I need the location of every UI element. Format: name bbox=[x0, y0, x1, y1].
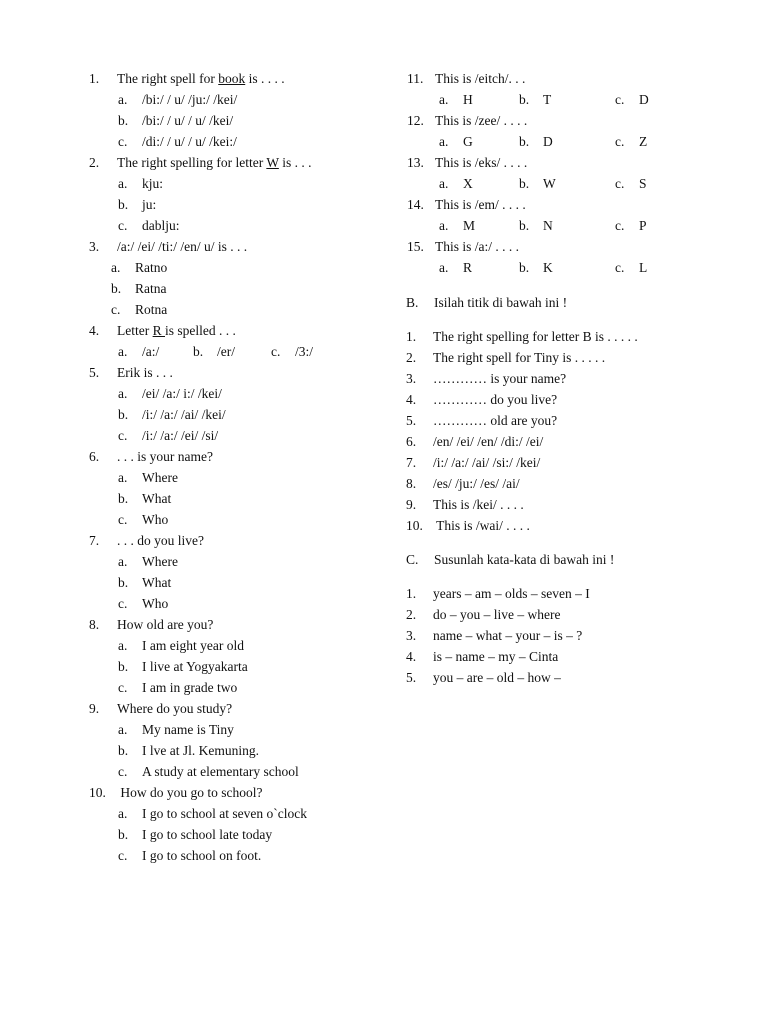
question-line bbox=[406, 236, 746, 257]
answer-option bbox=[89, 425, 389, 446]
list-item bbox=[406, 326, 746, 347]
answer-option bbox=[615, 89, 649, 110]
option-letter: a. bbox=[439, 134, 449, 149]
section-heading bbox=[406, 549, 746, 570]
answer-option bbox=[89, 89, 389, 110]
option-text: ju: bbox=[142, 197, 157, 212]
option-letter: b. bbox=[118, 575, 129, 590]
answer-option bbox=[519, 89, 615, 110]
option-text: What bbox=[142, 575, 172, 590]
option-text: X bbox=[463, 176, 473, 191]
section-title: Isilah titik di bawah ini ! bbox=[434, 295, 568, 310]
question-line bbox=[89, 782, 389, 803]
option-letter: b. bbox=[118, 197, 129, 212]
question-number: 4. bbox=[89, 323, 100, 338]
option-letter: b. bbox=[519, 218, 530, 233]
question-line bbox=[406, 194, 746, 215]
option-text: I go to school at seven o`clock bbox=[142, 806, 307, 821]
question-number: 12. bbox=[407, 113, 424, 128]
list-item bbox=[406, 494, 746, 515]
question-line bbox=[406, 110, 746, 131]
option-text: /i:/ /a:/ /ai/ /kei/ bbox=[142, 407, 226, 422]
answer-option bbox=[89, 761, 389, 782]
question-number: 11. bbox=[407, 71, 424, 86]
item-text: years – am – olds – seven – I bbox=[433, 586, 590, 601]
option-text: S bbox=[639, 176, 647, 191]
option-letter: c. bbox=[118, 848, 128, 863]
answer-option bbox=[89, 299, 389, 320]
question-text: This is /a:/ . . . . bbox=[435, 239, 519, 254]
question-number: 5. bbox=[89, 365, 100, 380]
option-text: D bbox=[639, 92, 649, 107]
answer-option bbox=[89, 131, 389, 152]
item-number: 6. bbox=[406, 434, 417, 449]
answer-option bbox=[89, 635, 389, 656]
option-letter: a. bbox=[118, 92, 128, 107]
answer-options-inline bbox=[89, 341, 389, 362]
question-number: 9. bbox=[89, 701, 100, 716]
option-text: Ratno bbox=[135, 260, 168, 275]
item-text: name – what – your – is – ? bbox=[433, 628, 583, 643]
option-text: I go to school late today bbox=[142, 827, 273, 842]
option-letter: a. bbox=[118, 806, 128, 821]
answer-option bbox=[89, 677, 389, 698]
question-line bbox=[89, 698, 389, 719]
question-line bbox=[89, 362, 389, 383]
question-number: 6. bbox=[89, 449, 100, 464]
answer-option bbox=[89, 551, 389, 572]
option-letter: a. bbox=[118, 638, 128, 653]
answer-option bbox=[89, 173, 389, 194]
item-number: 3. bbox=[406, 371, 417, 386]
answer-option bbox=[519, 131, 615, 152]
option-letter: c. bbox=[118, 680, 128, 695]
option-letter: a. bbox=[118, 470, 128, 485]
list-item bbox=[406, 410, 746, 431]
item-text: The right spelling for letter B is . . . . . bbox=[433, 329, 638, 344]
option-letter: c. bbox=[118, 512, 128, 527]
option-text: /di:/ / u/ / u/ /kei:/ bbox=[142, 134, 237, 149]
answer-option bbox=[89, 845, 389, 866]
list-item bbox=[406, 604, 746, 625]
option-letter: a. bbox=[111, 260, 121, 275]
item-text: do – you – live – where bbox=[433, 607, 561, 622]
item-text: This is /kei/ . . . . bbox=[433, 497, 524, 512]
option-text: Where bbox=[142, 554, 178, 569]
option-text: P bbox=[639, 218, 647, 233]
section-letter: C. bbox=[406, 552, 419, 567]
question-number: 13. bbox=[407, 155, 424, 170]
option-text: M bbox=[463, 218, 476, 233]
answer-option bbox=[89, 110, 389, 131]
option-letter: c. bbox=[111, 302, 121, 317]
option-letter: b. bbox=[118, 491, 129, 506]
option-letter: c. bbox=[118, 428, 128, 443]
option-letter: c. bbox=[615, 218, 625, 233]
answer-option bbox=[89, 656, 389, 677]
option-letter: a. bbox=[439, 92, 449, 107]
question-line bbox=[89, 446, 389, 467]
option-text: Ratna bbox=[135, 281, 167, 296]
option-text: T bbox=[543, 92, 552, 107]
item-number: 7. bbox=[406, 455, 417, 470]
option-letter: b. bbox=[519, 92, 530, 107]
answer-option bbox=[193, 341, 271, 362]
answer-option bbox=[615, 257, 647, 278]
answer-option bbox=[439, 131, 519, 152]
option-letter: c. bbox=[118, 764, 128, 779]
option-text: What bbox=[142, 491, 172, 506]
option-letter: b. bbox=[519, 260, 530, 275]
answer-option bbox=[89, 404, 389, 425]
option-letter: c. bbox=[271, 344, 281, 359]
answer-option bbox=[439, 257, 519, 278]
item-text: /en/ /ei/ /en/ /di:/ /ei/ bbox=[433, 434, 544, 449]
option-text: dablju: bbox=[142, 218, 180, 233]
underlined-word: R bbox=[152, 323, 165, 338]
answer-option bbox=[89, 278, 389, 299]
item-number: 3. bbox=[406, 628, 417, 643]
section-title: Susunlah kata-kata di bawah ini ! bbox=[434, 552, 615, 567]
option-text: A study at elementary school bbox=[142, 764, 299, 779]
option-text: Rotna bbox=[135, 302, 168, 317]
item-number: 4. bbox=[406, 649, 417, 664]
answer-option bbox=[615, 215, 647, 236]
option-letter: b. bbox=[118, 659, 129, 674]
list-item bbox=[406, 625, 746, 646]
item-number: 5. bbox=[406, 670, 417, 685]
item-text: /es/ /ju:/ /es/ /ai/ bbox=[433, 476, 520, 491]
question-text: Where do you study? bbox=[117, 701, 233, 716]
option-letter: a. bbox=[118, 386, 128, 401]
item-number: 9. bbox=[406, 497, 417, 512]
option-letter: b. bbox=[519, 176, 530, 191]
answer-option bbox=[89, 383, 389, 404]
question-number: 10. bbox=[89, 785, 106, 800]
option-text: I live at Yogyakarta bbox=[142, 659, 248, 674]
item-number: 1. bbox=[406, 586, 417, 601]
option-letter: b. bbox=[118, 407, 129, 422]
option-letter: b. bbox=[118, 827, 129, 842]
question-text: How old are you? bbox=[117, 617, 214, 632]
option-text: N bbox=[543, 218, 553, 233]
spacer bbox=[406, 278, 746, 292]
answer-option bbox=[615, 131, 647, 152]
item-number: 5. bbox=[406, 413, 417, 428]
list-item bbox=[406, 389, 746, 410]
question-text-end: is . . . . bbox=[245, 71, 285, 86]
spacer bbox=[406, 570, 746, 583]
spacer bbox=[406, 313, 746, 326]
option-letter: c. bbox=[615, 260, 625, 275]
answer-options-inline bbox=[406, 215, 746, 236]
item-text: /i:/ /a:/ /ai/ /si:/ /kei/ bbox=[433, 455, 541, 470]
question-number: 1. bbox=[89, 71, 100, 86]
option-letter: c. bbox=[118, 134, 128, 149]
item-text: ………… is your name? bbox=[433, 371, 567, 386]
question-text-end: is . . . bbox=[278, 155, 312, 170]
option-letter: b. bbox=[118, 113, 129, 128]
question-line bbox=[406, 152, 746, 173]
option-text: Where bbox=[142, 470, 178, 485]
option-text: /bi:/ / u/ / u/ /kei/ bbox=[142, 113, 234, 128]
question-text: . . . is your name? bbox=[117, 449, 213, 464]
answer-option bbox=[519, 173, 615, 194]
answer-option bbox=[89, 194, 389, 215]
option-text: W bbox=[543, 176, 556, 191]
option-text: My name is Tiny bbox=[142, 722, 234, 737]
question-text: This is /eitch/. . . bbox=[435, 71, 526, 86]
answer-option bbox=[519, 215, 615, 236]
option-text: D bbox=[543, 134, 553, 149]
option-letter: b. bbox=[111, 281, 122, 296]
answer-option bbox=[89, 488, 389, 509]
answer-option bbox=[89, 803, 389, 824]
question-line bbox=[89, 152, 389, 173]
list-item bbox=[406, 515, 746, 536]
option-text: Who bbox=[142, 512, 169, 527]
option-letter: a. bbox=[439, 218, 449, 233]
list-item bbox=[406, 473, 746, 494]
list-item bbox=[406, 347, 746, 368]
answer-option bbox=[89, 257, 389, 278]
spacer bbox=[406, 536, 746, 549]
answer-options-inline bbox=[406, 173, 746, 194]
option-text: /i:/ /a:/ /ei/ /si/ bbox=[142, 428, 219, 443]
answer-option bbox=[89, 719, 389, 740]
option-letter: a. bbox=[118, 554, 128, 569]
question-number: 2. bbox=[89, 155, 100, 170]
section-a-left-column bbox=[89, 68, 389, 866]
option-letter: b. bbox=[118, 743, 129, 758]
option-text: R bbox=[463, 260, 473, 275]
option-letter: a. bbox=[118, 176, 128, 191]
right-column bbox=[406, 68, 746, 688]
question-text: This is /eks/ . . . . bbox=[435, 155, 528, 170]
option-text: /3:/ bbox=[295, 344, 314, 359]
item-number: 10. bbox=[406, 518, 423, 533]
option-text: I go to school on foot. bbox=[142, 848, 262, 863]
item-text: is – name – my – Cinta bbox=[433, 649, 559, 664]
item-text: ………… old are you? bbox=[433, 413, 558, 428]
answer-option bbox=[89, 572, 389, 593]
answer-option bbox=[89, 509, 389, 530]
option-letter: c. bbox=[118, 218, 128, 233]
answer-option bbox=[439, 89, 519, 110]
option-text: H bbox=[463, 92, 473, 107]
option-letter: a. bbox=[118, 344, 128, 359]
list-item bbox=[406, 583, 746, 604]
question-line bbox=[89, 614, 389, 635]
option-letter: a. bbox=[439, 176, 449, 191]
item-number: 2. bbox=[406, 350, 417, 365]
item-number: 1. bbox=[406, 329, 417, 344]
answer-option bbox=[89, 824, 389, 845]
answer-options-inline bbox=[406, 89, 746, 110]
option-letter: b. bbox=[519, 134, 530, 149]
question-number: 14. bbox=[407, 197, 424, 212]
item-text: This is /wai/ . . . . bbox=[433, 518, 530, 533]
answer-option bbox=[89, 467, 389, 488]
question-text: This is /zee/ . . . . bbox=[435, 113, 528, 128]
question-text-end: is spelled . . . bbox=[165, 323, 236, 338]
option-text: I lve at Jl. Kemuning. bbox=[142, 743, 259, 758]
list-item bbox=[406, 431, 746, 452]
item-number: 4. bbox=[406, 392, 417, 407]
option-letter: a. bbox=[439, 260, 449, 275]
item-text: ………… do you live? bbox=[433, 392, 558, 407]
question-line bbox=[89, 530, 389, 551]
option-text: kju: bbox=[142, 176, 164, 191]
option-letter: c. bbox=[615, 92, 625, 107]
answer-option bbox=[439, 215, 519, 236]
question-line bbox=[89, 320, 389, 341]
question-line bbox=[89, 68, 389, 89]
option-text: /bi:/ / u/ /ju:/ /kei/ bbox=[142, 92, 238, 107]
option-text: I am in grade two bbox=[142, 680, 238, 695]
question-text: The right spelling for letter bbox=[117, 155, 267, 170]
option-text: Who bbox=[142, 596, 169, 611]
list-item bbox=[406, 646, 746, 667]
underlined-word: book bbox=[218, 71, 246, 86]
option-text: K bbox=[543, 260, 553, 275]
answer-option bbox=[615, 173, 647, 194]
underlined-word: W bbox=[266, 155, 279, 170]
answer-options-inline bbox=[406, 257, 746, 278]
section-heading bbox=[406, 292, 746, 313]
question-number: 15. bbox=[407, 239, 424, 254]
question-text: Letter bbox=[117, 323, 153, 338]
answer-options-inline bbox=[406, 131, 746, 152]
section-letter: B. bbox=[406, 295, 419, 310]
answer-option bbox=[519, 257, 615, 278]
question-number: 7. bbox=[89, 533, 100, 548]
option-text: /er/ bbox=[217, 344, 235, 359]
answer-option bbox=[118, 341, 193, 362]
answer-option bbox=[89, 593, 389, 614]
option-letter: c. bbox=[118, 596, 128, 611]
question-number: 8. bbox=[89, 617, 100, 632]
answer-option bbox=[271, 341, 331, 362]
question-text: How do you go to school? bbox=[117, 785, 263, 800]
option-text: I am eight year old bbox=[142, 638, 244, 653]
question-number: 3. bbox=[89, 239, 100, 254]
question-line bbox=[406, 68, 746, 89]
question-text: The right spell for bbox=[117, 71, 219, 86]
list-item bbox=[406, 667, 746, 688]
item-text: you – are – old – how – bbox=[433, 670, 561, 685]
question-line bbox=[89, 236, 389, 257]
question-text: Erik is . . . bbox=[117, 365, 173, 380]
option-letter: a. bbox=[118, 722, 128, 737]
option-letter: c. bbox=[615, 134, 625, 149]
option-text: L bbox=[639, 260, 648, 275]
list-item bbox=[406, 368, 746, 389]
option-text: Z bbox=[639, 134, 648, 149]
option-text: /a:/ bbox=[142, 344, 160, 359]
question-text: . . . do you live? bbox=[117, 533, 204, 548]
list-item bbox=[406, 452, 746, 473]
option-letter: c. bbox=[615, 176, 625, 191]
answer-option bbox=[439, 173, 519, 194]
question-text: This is /em/ . . . . bbox=[435, 197, 526, 212]
option-letter: b. bbox=[193, 344, 204, 359]
answer-option bbox=[89, 215, 389, 236]
option-text: G bbox=[463, 134, 473, 149]
item-number: 2. bbox=[406, 607, 417, 622]
answer-option bbox=[89, 740, 389, 761]
item-number: 8. bbox=[406, 476, 417, 491]
item-text: The right spell for Tiny is . . . . . bbox=[433, 350, 606, 365]
question-text: /a:/ /ei/ /ti:/ /en/ u/ is . . . bbox=[117, 239, 248, 254]
option-text: /ei/ /a:/ i:/ /kei/ bbox=[142, 386, 222, 401]
